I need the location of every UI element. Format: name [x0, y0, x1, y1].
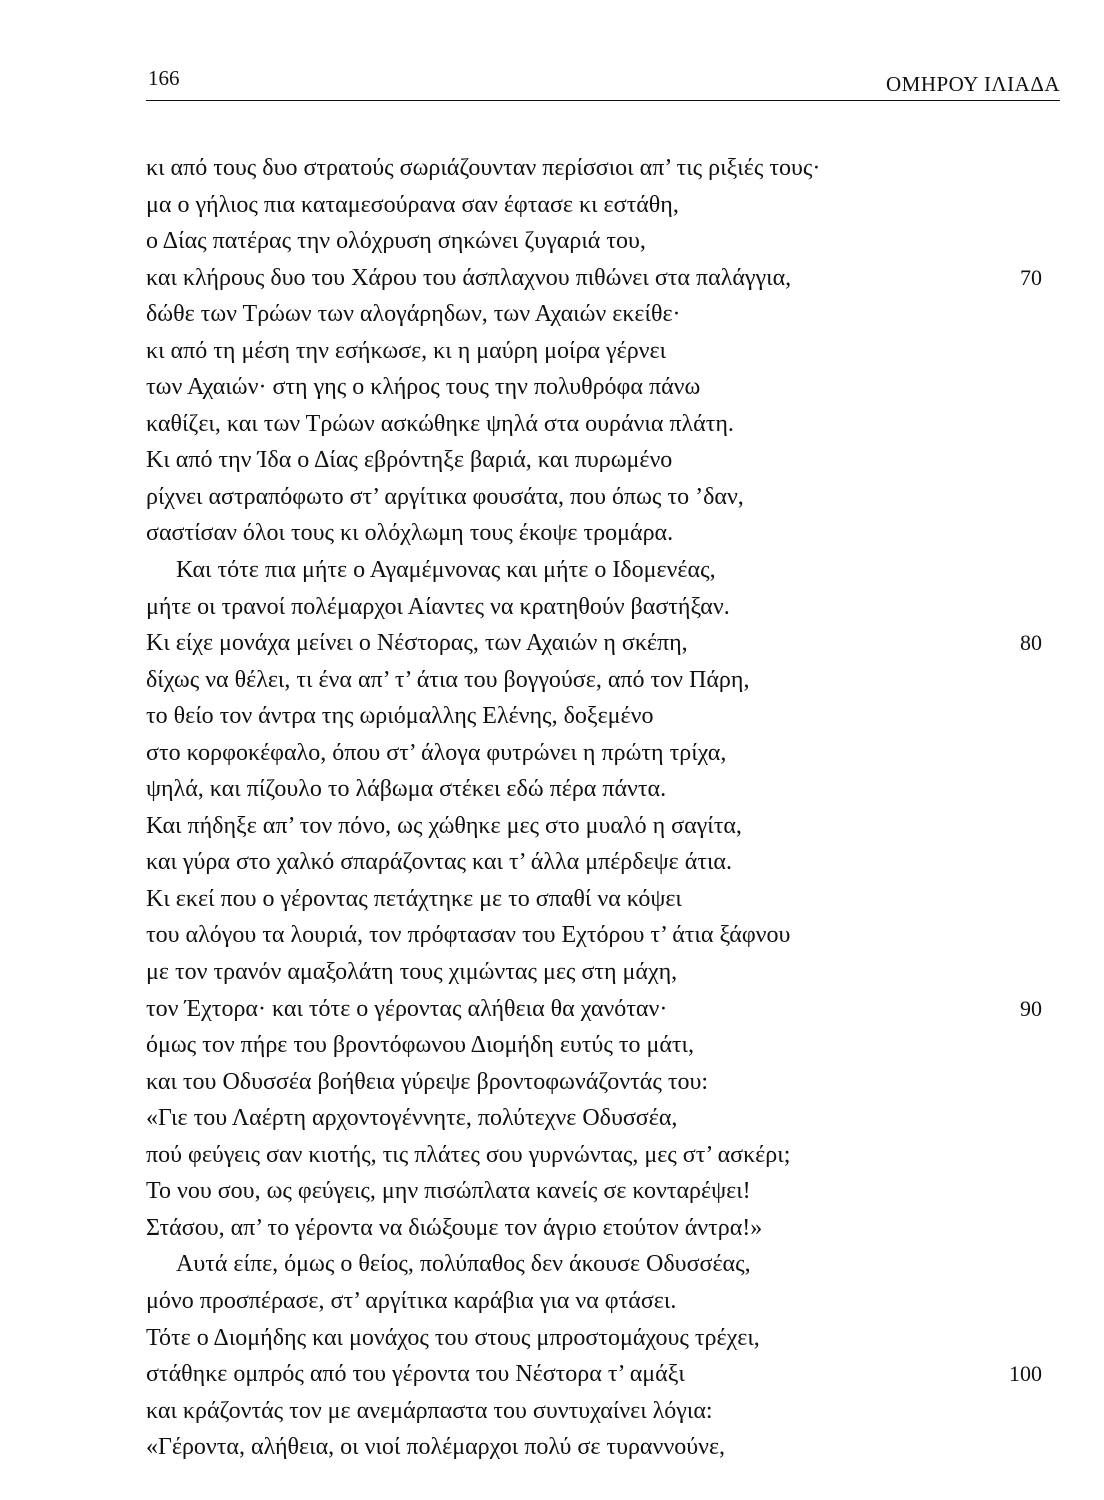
- verse-line: [146, 552, 1060, 589]
- verse-line: [146, 1283, 1060, 1320]
- running-title: ΟΜΗΡΟΥ ΙΛΙΑΔΑ: [886, 72, 1060, 96]
- verse-line: [146, 333, 1060, 370]
- verse-text: ο Δίας πατέρας την ολόχρυση σηκώνει ζυγαριά του,: [146, 228, 646, 255]
- verse-line: [146, 223, 1060, 260]
- verse-line: [146, 1064, 1060, 1101]
- verse-line: [146, 369, 1060, 406]
- verse-line: [146, 187, 1060, 224]
- verse-line: [146, 625, 1060, 662]
- verse-line: [146, 735, 1060, 772]
- verse-text: Κι εκεί που ο γέροντας πετάχτηκε με το σπαθί να κόψει: [146, 885, 682, 912]
- verse-text: και κλήρους δυο του Χάρου του άσπλαχνου πιθώνει στα παλάγγια,: [146, 264, 792, 291]
- verse-line: [146, 515, 1060, 552]
- verse-line: [146, 589, 1060, 626]
- verse-text: κι από τη μέση την εσήκωσε, κι η μαύρη μοίρα γέρνει: [146, 337, 667, 364]
- verse-line: [146, 954, 1060, 991]
- verse-text: μα ο γήλιος πια καταμεσούρανα σαν έφτασε κι εστάθη,: [146, 191, 679, 218]
- verse-line: [146, 662, 1060, 699]
- verse-block: [146, 150, 1060, 1466]
- verse-line: [146, 1173, 1060, 1210]
- verse-line: [146, 1429, 1060, 1466]
- verse-text: το θείο τον άντρα της ωριόμαλλης Ελένης, δοξεμένο: [146, 703, 654, 730]
- verse-text: Τότε ο Διομήδης και μονάχος του στους μπροστομάχους τρέχει,: [146, 1324, 760, 1351]
- verse-line: [146, 1100, 1060, 1137]
- verse-text: στάθηκε ομπρός από του γέροντα του Νέστορα τ’ αμάξι: [146, 1361, 685, 1388]
- verse-text: πού φεύγεις σαν κιοτής, τις πλάτες σου γυρνώντας, μες στ’ ασκέρι;: [146, 1141, 791, 1168]
- verse-text: Το νου σου, ως φεύγεις, μην πισώπλατα κανείς σε κονταρέψει!: [146, 1178, 751, 1205]
- line-number: 80: [1020, 630, 1042, 656]
- verse-text: και γύρα στο χαλκό σπαράζοντας και τ’ άλλα μπέρδεψε άτια.: [146, 849, 732, 876]
- verse-line: [146, 406, 1060, 443]
- verse-line: [146, 1137, 1060, 1174]
- verse-text: Στάσου, απ’ το γέροντα να διώξουμε τον άγριο ετούτον άντρα!»: [146, 1214, 763, 1241]
- verse-text: κι από τους δυο στρατούς σωριάζουνταν περίσσιοι απ’ τις ριξιές τους·: [146, 155, 821, 181]
- verse-line: [146, 1027, 1060, 1064]
- verse-text: και του Οδυσσέα βοήθεια γύρεψε βροντοφωνάζοντάς του:: [146, 1068, 709, 1095]
- verse-line: [146, 1320, 1060, 1357]
- verse-line: [146, 698, 1060, 735]
- verse-text: σαστίσαν όλοι τους κι ολόχλωμη τους έκοψε τρομάρα.: [146, 520, 674, 547]
- verse-text: μήτε οι τρανοί πολέμαρχοι Αίαντες να κρατηθούν βαστήξαν.: [146, 593, 730, 620]
- verse-text: «Γιε του Λαέρτη αρχοντογέννητε, πολύτεχνε Οδυσσέα,: [146, 1105, 678, 1132]
- line-number: 100: [1009, 1361, 1042, 1387]
- verse-text: και κράζοντάς τον με ανεμάρπαστα του συντυχαίνει λόγια:: [146, 1397, 713, 1424]
- verse-text: καθίζει, και των Τρώων ασκώθηκε ψηλά στα ουράνια πλάτη.: [146, 410, 734, 437]
- verse-line: [146, 844, 1060, 881]
- verse-text: «Γέροντα, αλήθεια, οι νιοί πολέμαρχοι πολύ σε τυραννούνε,: [146, 1434, 726, 1461]
- verse-text: Και τότε πια μήτε ο Αγαμέμνονας και μήτε ο Ιδομενέας,: [176, 557, 716, 584]
- verse-line: [146, 1210, 1060, 1247]
- verse-text: ψηλά, και πίζουλο το λάβωμα στέκει εδώ πέρα πάντα.: [146, 776, 667, 803]
- verse-text: όμως τον πήρε του βροντόφωνου Διομήδη ευτύς το μάτι,: [146, 1032, 695, 1059]
- verse-text: Κι είχε μονάχα μείνει ο Νέστορας, των Αχαιών η σκέπη,: [146, 630, 688, 657]
- verse-text: του αλόγου τα λουριά, τον πρόφτασαν του Εχτόρου τ’ άτια ξάφνου: [146, 922, 791, 949]
- verse-line: [146, 917, 1060, 954]
- line-number: 90: [1020, 995, 1042, 1021]
- verse-line: [146, 442, 1060, 479]
- verse-text: με τον τρανόν αμαξολάτη τους χιμώντας μες στη μάχη,: [146, 959, 678, 986]
- page-number: 166: [148, 66, 180, 90]
- verse-text: των Αχαιών· στη γης ο κλήρος τους την πολυθρόφα πάνω: [146, 374, 701, 401]
- verse-text: μόνο προσπέρασε, στ’ αργίτικα καράβια για να φτάσει.: [146, 1287, 677, 1314]
- verse-line: [146, 1246, 1060, 1283]
- verse-line: [146, 260, 1060, 297]
- verse-text: Και πήδηξε απ’ τον πόνο, ως χώθηκε μες στο μυαλό η σαγίτα,: [146, 812, 742, 839]
- verse-line: [146, 1356, 1060, 1393]
- verse-line: [146, 150, 1060, 187]
- verse-text: στο κορφοκέφαλο, όπου στ’ άλογα φυτρώνει η πρώτη τρίχα,: [146, 739, 727, 766]
- verse-text: ρίχνει αστραπόφωτο στ’ αργίτικα φουσάτα, που όπως το ’δαν,: [146, 483, 744, 510]
- verse-text: δώθε των Τρώων των αλογάρηδων, των Αχαιών εκείθε·: [146, 301, 681, 328]
- verse-line: [146, 808, 1060, 845]
- verse-line: [146, 881, 1060, 918]
- verse-line: [146, 296, 1060, 333]
- verse-line: [146, 479, 1060, 516]
- verse-text: δίχως να θέλει, τι ένα απ’ τ’ άτια του βογγούσε, από τον Πάρη,: [146, 666, 750, 693]
- verse-line: [146, 991, 1060, 1028]
- verse-text: Αυτά είπε, όμως ο θείος, πολύπαθος δεν άκουσε Οδυσσέας,: [176, 1251, 751, 1278]
- verse-text: τον Έχτορα· και τότε ο γέροντας αλήθεια θα χανόταν·: [146, 995, 668, 1022]
- verse-line: [146, 771, 1060, 808]
- line-number: 70: [1020, 264, 1042, 290]
- verse-line: [146, 1393, 1060, 1430]
- page-header: [146, 60, 1060, 101]
- verse-text: Κι από την Ίδα ο Δίας εβρόντηξε βαριά, και πυρωμένο: [146, 447, 673, 474]
